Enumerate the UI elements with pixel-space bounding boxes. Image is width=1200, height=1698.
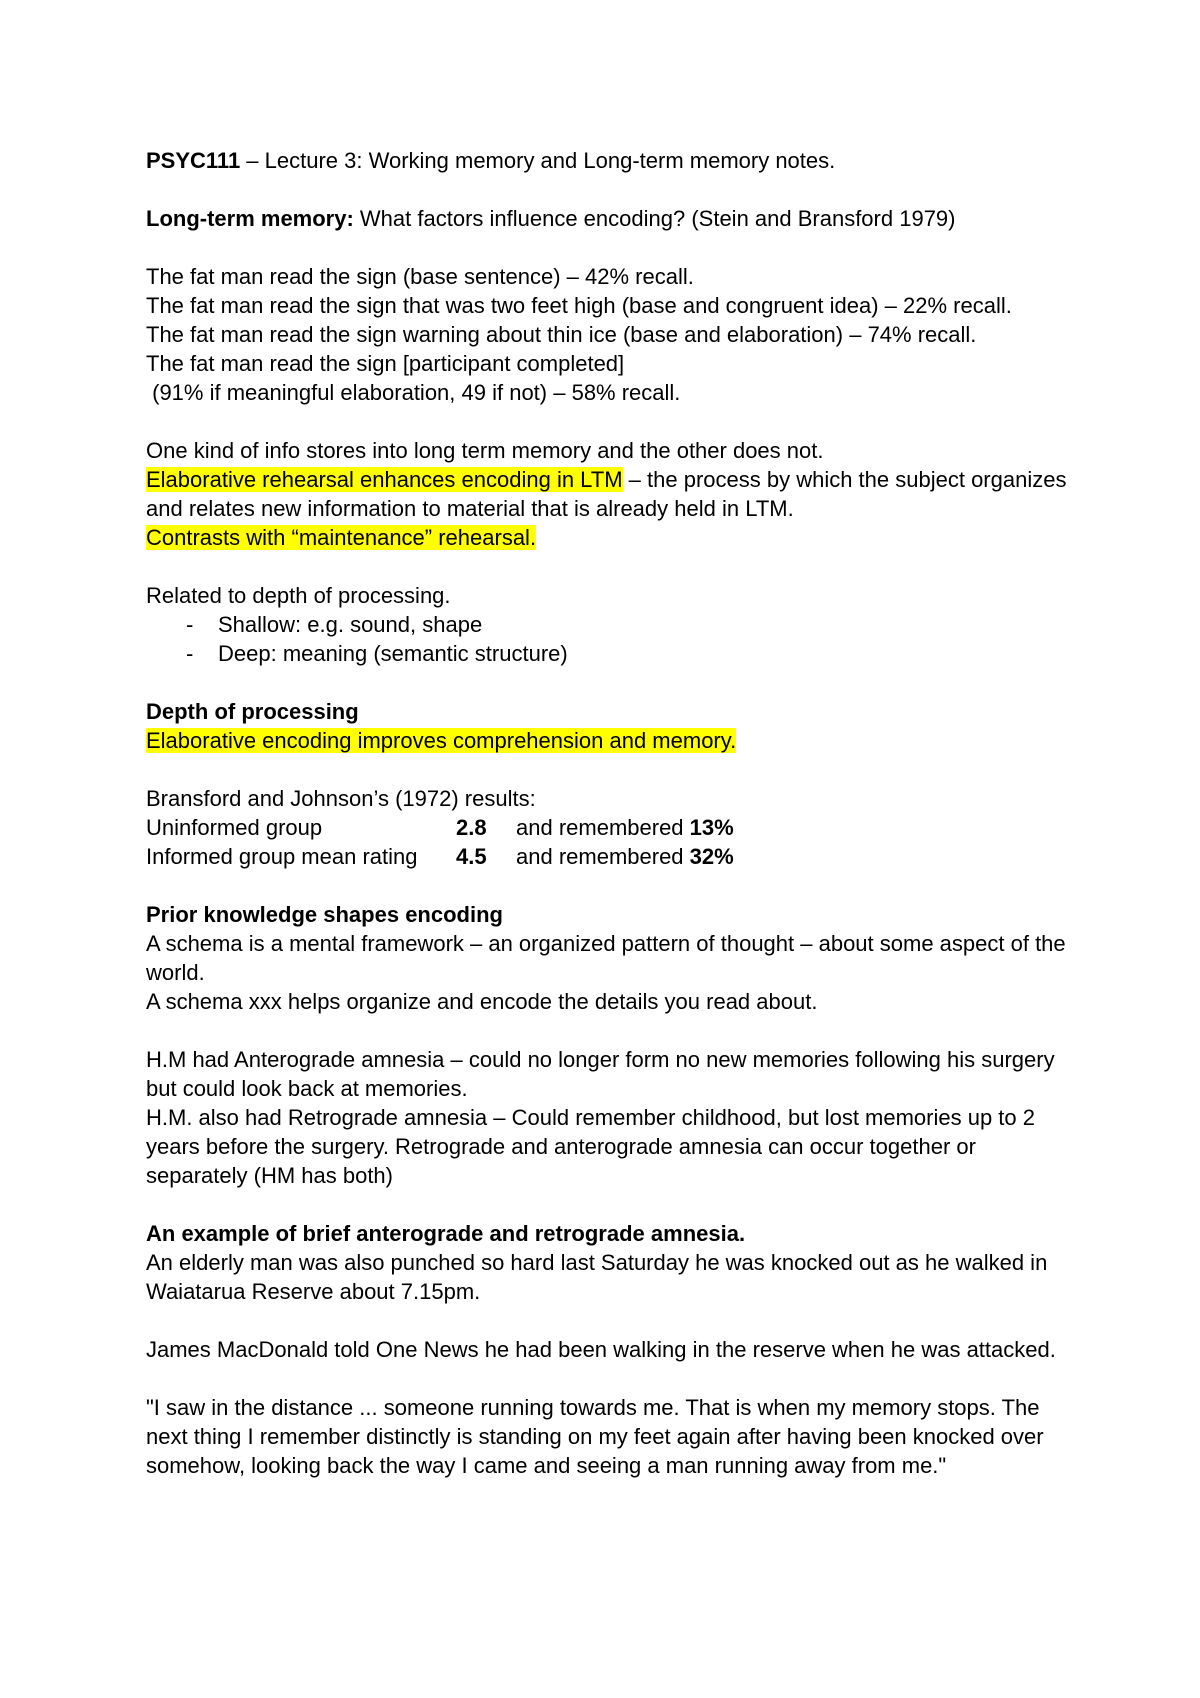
james-macdonald-line: James MacDonald told One News he had been walking in the reserve when he was attacked.	[146, 1337, 1056, 1362]
schema-definition: A schema is a mental framework – an organized pattern of thought – about some aspect of the world.	[146, 931, 1066, 985]
title-text: – Lecture 3: Working memory and Long-term memory notes.	[240, 148, 836, 173]
row-label: Informed group mean rating	[146, 844, 418, 869]
schema-usage: A schema xxx helps organize and encode the details you read about.	[146, 989, 818, 1014]
fat-man-line-2: The fat man read the sign that was two feet high (base and congruent idea) – 22% recall.	[146, 293, 1012, 318]
course-code: PSYC111	[146, 148, 241, 173]
row-rating: 2.8	[456, 815, 487, 840]
bullet-dash: -	[186, 612, 194, 637]
fat-man-line-3: The fat man read the sign warning about thin ice (base and elaboration) – 74% recall.	[146, 322, 977, 347]
ltm-question	[146, 204, 1076, 233]
info-kind-line: One kind of info stores into long term memory and the other does not.	[146, 438, 824, 463]
results-row-informed	[146, 842, 1076, 871]
document-title	[146, 146, 1076, 175]
elaborative-rehearsal-highlight: Elaborative rehearsal enhances encoding in LTM	[146, 467, 623, 492]
fat-man-line-1: The fat man read the sign (base sentence) – 42% recall.	[146, 264, 694, 289]
row-percent: 32%	[689, 844, 734, 869]
quote-paragraph: "I saw in the distance ... someone running towards me. That is when my memory stops. The next thing I remember distinctly is standing on my feet again after having been knocked over somehow, looking back the way I came and seeing a man running away from me."	[146, 1395, 1044, 1478]
ltm-question-text: What factors influence encoding? (Stein and Bransford 1979)	[353, 206, 956, 231]
depth-highlight: Elaborative encoding improves comprehension and memory.	[146, 728, 737, 753]
row-text: and remembered	[516, 844, 690, 869]
bj-results-intro: Bransford and Johnson’s (1972) results:	[146, 786, 536, 811]
depth-highlight-line	[146, 726, 1076, 755]
row-rating: 4.5	[456, 844, 487, 869]
row-percent: 13%	[689, 815, 734, 840]
depth-heading: Depth of processing	[146, 699, 359, 724]
ltm-label: Long-term memory:	[146, 206, 354, 231]
fat-man-line-5: (91% if meaningful elaboration, 49 if not) – 58% recall.	[146, 380, 681, 405]
shallow-text: Shallow: e.g. sound, shape	[218, 612, 483, 637]
hm-anterograde-paragraph: H.M had Anterograde amnesia – could no longer form no new memories following his surgery but could look back at memories.	[146, 1047, 1055, 1101]
list-item-shallow	[146, 610, 1076, 639]
example-heading: An example of brief anterograde and retrograde amnesia.	[146, 1221, 746, 1246]
elaborative-rehearsal-paragraph	[146, 465, 1076, 523]
depth-related-line: Related to depth of processing.	[146, 583, 451, 608]
list-item-deep	[146, 639, 1076, 668]
document-body	[146, 146, 1076, 1480]
deep-text: Deep: meaning (semantic structure)	[218, 641, 568, 666]
row-label: Uninformed group	[146, 815, 323, 840]
bullet-dash: -	[186, 641, 194, 666]
hm-retrograde-paragraph: H.M. also had Retrograde amnesia – Could remember childhood, but lost memories up to 2 years before the surgery. Retrograde and anterograde amnesia can occur together or separately (HM has both)	[146, 1105, 1036, 1188]
elaborative-rehearsal-text: – the process by which the subject organizes and relates new information to material that is already held in LTM.	[146, 467, 1067, 521]
contrast-highlight: Contrasts with “maintenance” rehearsal.	[146, 525, 537, 550]
row-text: and remembered	[516, 815, 690, 840]
results-row-uninformed	[146, 813, 1076, 842]
contrast-line	[146, 523, 1076, 552]
fat-man-line-4: The fat man read the sign [participant completed]	[146, 351, 625, 376]
elderly-man-paragraph: An elderly man was also punched so hard last Saturday he was knocked out as he walked in Waiatarua Reserve about 7.15pm.	[146, 1250, 1048, 1304]
prior-knowledge-heading: Prior knowledge shapes encoding	[146, 902, 503, 927]
